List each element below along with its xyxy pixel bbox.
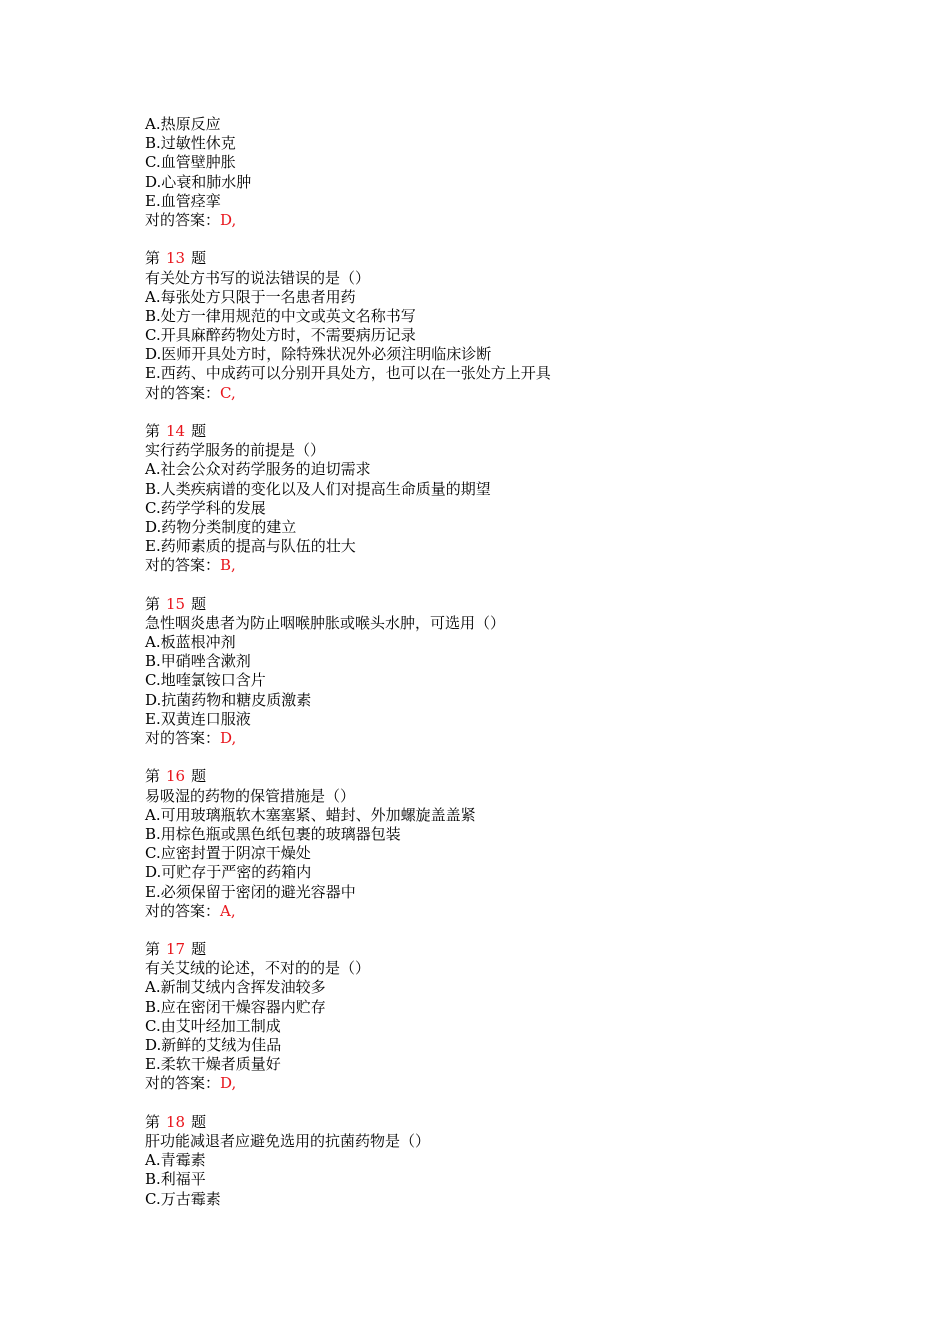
option-line: A.新制艾绒内含挥发油较多	[145, 978, 326, 997]
answer-label: 对的答案：	[145, 1074, 221, 1093]
option-line: B.利福平	[145, 1170, 206, 1189]
answer-line	[145, 384, 905, 403]
spacer	[145, 230, 905, 249]
option-line: A.社会公众对药学服务的迫切需求	[145, 460, 371, 479]
option-line: A.可用玻璃瓶软木塞塞紧、蜡封、外加螺旋盖盖紧	[145, 805, 476, 824]
question-suffix: 题	[191, 767, 207, 786]
question-number: 17	[166, 940, 186, 959]
question-block-16	[145, 767, 905, 921]
option-line: E.柔软干燥者质量好	[145, 1055, 281, 1074]
question-prefix: 第	[145, 940, 161, 959]
spacer	[145, 403, 905, 422]
question-heading	[145, 422, 905, 441]
answer-value: D,	[220, 1074, 237, 1093]
question-number: 18	[166, 1112, 186, 1131]
option-line: E.血管痉挛	[145, 191, 221, 210]
option-line: C.由艾叶经加工制成	[145, 1016, 281, 1035]
question-suffix: 题	[191, 249, 207, 268]
option-line: C.血管壁肿胀	[145, 153, 236, 172]
question-stem: 有关艾绒的论述，不对的的是（）	[145, 959, 371, 978]
option-line: C.地喹氯铵口含片	[145, 671, 266, 690]
option-line: E.必须保留于密闭的避光容器中	[145, 882, 356, 901]
spacer	[145, 748, 905, 767]
answer-label: 对的答案：	[145, 901, 221, 920]
option-line: D.抗菌药物和糖皮质激素	[145, 690, 312, 709]
question-prefix: 第	[145, 767, 161, 786]
option-line: B.应在密闭干燥容器内贮存	[145, 997, 326, 1016]
question-number: 15	[166, 594, 186, 613]
option-line: B.过敏性休克	[145, 134, 236, 153]
question-stem: 肝功能减退者应避免选用的抗菌药物是（）	[145, 1131, 431, 1150]
answer-line	[145, 211, 905, 230]
question-prefix: 第	[145, 594, 161, 613]
question-number: 16	[166, 767, 186, 786]
option-line: E.药师素质的提高与队伍的壮大	[145, 537, 356, 556]
question-prefix: 第	[145, 1112, 161, 1131]
option-line: B.用棕色瓶或黑色纸包裹的玻璃器包装	[145, 824, 401, 843]
option-line: C.万古霉素	[145, 1189, 221, 1208]
option-line: A.板蓝根冲剂	[145, 633, 236, 652]
answer-value: B,	[220, 556, 236, 575]
answer-value: D,	[220, 210, 237, 229]
question-suffix: 题	[191, 594, 207, 613]
answer-label: 对的答案：	[145, 383, 221, 402]
answer-value: D,	[220, 729, 237, 747]
question-suffix: 题	[191, 422, 207, 440]
answer-value: C,	[220, 383, 236, 402]
question-heading	[145, 1113, 905, 1132]
option-line: D.医师开具处方时，除特殊状况外必须注明临床诊断	[145, 345, 492, 364]
spacer	[145, 576, 905, 595]
answer-label: 对的答案：	[145, 729, 221, 747]
answer-value: A,	[220, 901, 236, 920]
answer-line	[145, 729, 905, 748]
option-line: D.新鲜的艾绒为佳品	[145, 1036, 282, 1054]
option-line: B.人类疾病谱的变化以及人们对提高生命质量的期望	[145, 479, 491, 498]
question-block-17	[145, 940, 905, 1094]
question-block-intro	[145, 115, 905, 230]
option-line: C.开具麻醉药物处方时，不需要病历记录	[145, 326, 416, 345]
question-number: 14	[166, 422, 186, 440]
answer-line	[145, 556, 905, 575]
question-heading	[145, 767, 905, 786]
option-line: C.应密封置于阴凉干燥处	[145, 844, 311, 863]
question-heading	[145, 595, 905, 614]
answer-line	[145, 1074, 905, 1093]
option-line: B.甲硝唑含漱剂	[145, 652, 251, 671]
question-block-13	[145, 249, 905, 403]
question-heading	[145, 249, 905, 268]
question-prefix: 第	[145, 422, 161, 440]
answer-label: 对的答案：	[145, 556, 221, 575]
option-line: C.药学学科的发展	[145, 498, 266, 517]
question-suffix: 题	[191, 940, 207, 959]
question-number: 13	[166, 249, 186, 268]
option-line: D.可贮存于严密的药箱内	[145, 863, 312, 882]
option-line: E.双黄连口服液	[145, 709, 251, 728]
option-line: E.西药、中成药可以分别开具处方，也可以在一张处方上开具	[145, 364, 551, 383]
option-line: A.青霉素	[145, 1151, 206, 1170]
answer-line	[145, 902, 905, 921]
option-line: D.心衰和肺水肿	[145, 172, 252, 191]
document-page	[145, 115, 905, 1209]
option-line: A.热原反应	[145, 115, 221, 133]
question-stem: 急性咽炎患者为防止咽喉肿胀或喉头水肿，可选用（）	[145, 613, 506, 632]
answer-label: 对的答案：	[145, 210, 221, 229]
question-prefix: 第	[145, 249, 161, 268]
spacer	[145, 921, 905, 940]
option-line: B.处方一律用规范的中文或英文名称书写	[145, 306, 416, 325]
option-line: D.药物分类制度的建立	[145, 517, 297, 536]
question-block-18	[145, 1113, 905, 1209]
spacer	[145, 1094, 905, 1113]
question-stem: 有关处方书写的说法错误的是（）	[145, 268, 371, 287]
question-heading	[145, 940, 905, 959]
question-stem: 易吸湿的药物的保管措施是（）	[145, 786, 356, 805]
question-suffix: 题	[191, 1112, 207, 1131]
option-line: A.每张处方只限于一名患者用药	[145, 287, 356, 306]
question-block-14	[145, 422, 905, 576]
question-block-15	[145, 595, 905, 749]
question-stem: 实行药学服务的前提是（）	[145, 441, 326, 460]
